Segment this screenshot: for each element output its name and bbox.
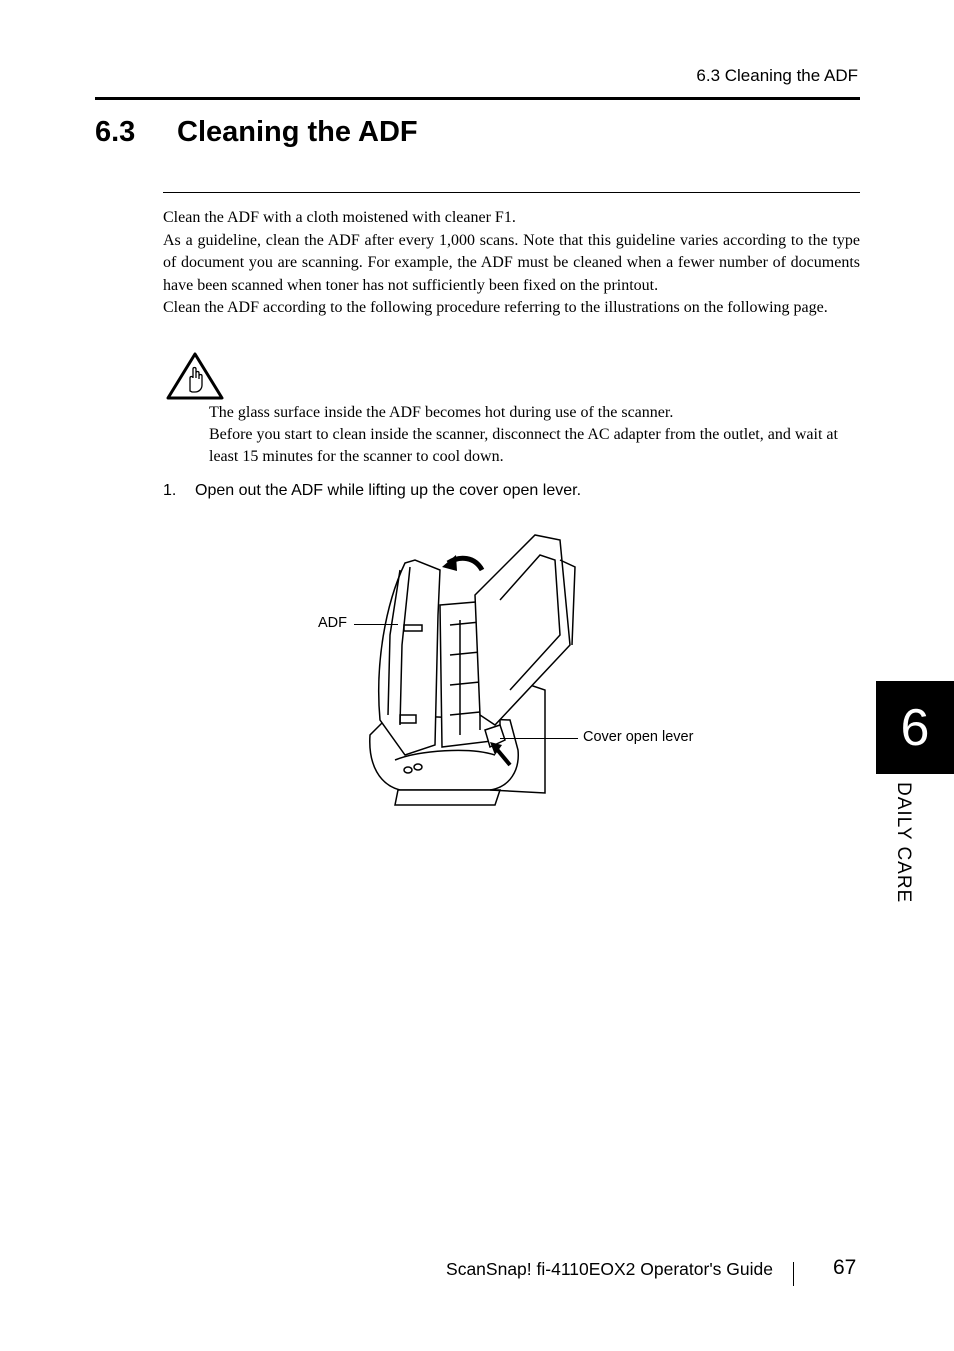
page-number: 67 xyxy=(833,1256,857,1279)
body-paragraph: As a guideline, clean the ADF after every 1,000 scans. Note that this guideline varies according to the type of document you are scanning. For example, the ADF must be cleaned when a fewer number of documents have been scanned when toner has not sufficiently been fixed on the printout. xyxy=(163,231,860,294)
warning-text xyxy=(209,402,860,468)
scanner-adf-open-illustration xyxy=(360,525,590,815)
footer-guide-title: ScanSnap! fi-4110EOX2 Operator's Guide xyxy=(446,1259,773,1279)
step-item xyxy=(163,482,581,500)
running-header: 6.3 Cleaning the ADF xyxy=(696,66,858,85)
warning-line: Before you start to clean inside the scanner, disconnect the AC adapter from the outlet, and wait at least 15 minutes for the scanner to cool down. xyxy=(209,426,838,465)
chapter-label: DAILY CARE xyxy=(893,782,914,904)
body-paragraph: Clean the ADF according to the following procedure referring to the illustrations on the following page. xyxy=(163,299,828,317)
chapter-tab: 6 xyxy=(876,681,954,774)
step-number: 1. xyxy=(163,482,177,499)
step-text: Open out the ADF while lifting up the cover open lever. xyxy=(195,482,582,499)
body-text xyxy=(163,207,860,320)
callout-adf: ADF xyxy=(318,615,347,631)
section-heading: Cleaning the ADF xyxy=(177,116,418,148)
title-rule xyxy=(163,192,860,193)
header-rule xyxy=(95,97,860,100)
callout-cover-open-lever: Cover open lever xyxy=(583,729,694,745)
warning-line: The glass surface inside the ADF becomes hot during use of the scanner. xyxy=(209,404,674,421)
section-number: 6.3 xyxy=(95,116,136,148)
footer-divider xyxy=(793,1262,794,1286)
warning-triangle-hand-icon xyxy=(165,351,225,401)
callout-lever-leader xyxy=(500,738,578,739)
callout-adf-leader xyxy=(354,624,398,625)
section-title xyxy=(95,116,418,149)
body-paragraph: Clean the ADF with a cloth moistened with cleaner F1. xyxy=(163,209,516,226)
